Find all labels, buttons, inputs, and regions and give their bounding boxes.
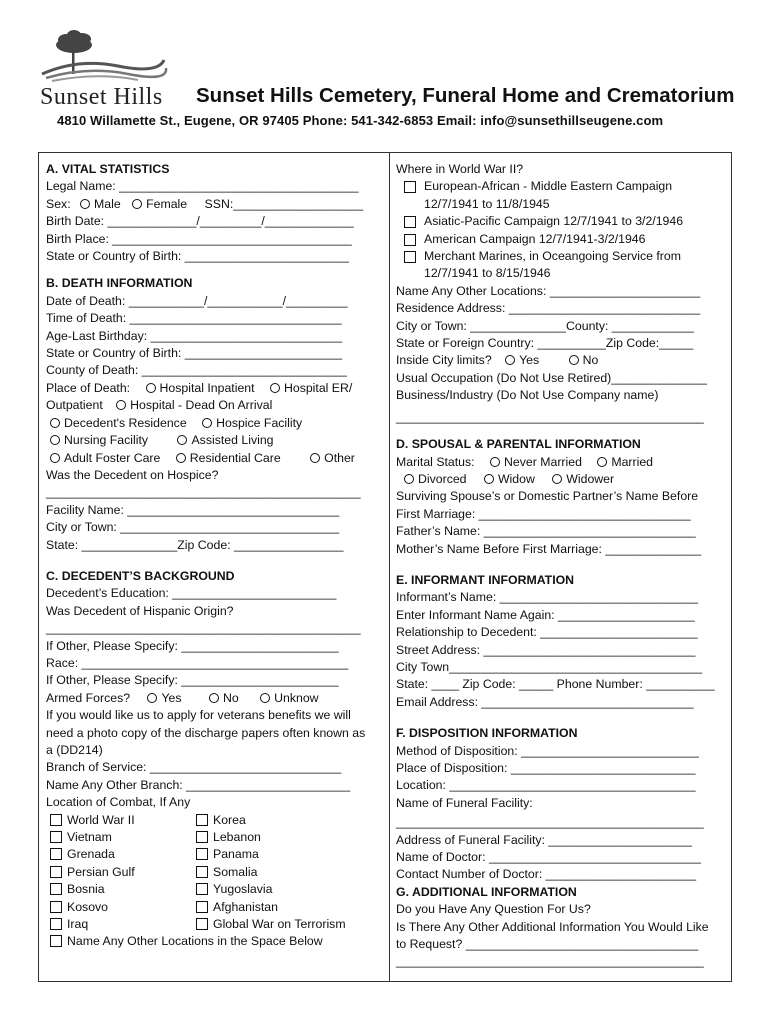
- contact-info: 4810 Willamette St., Eugene, OR 97405 Phone: 541-342-6853 Email: info@sunsethillseugene.com: [57, 113, 664, 128]
- other-radio[interactable]: [310, 453, 320, 463]
- checkbox-asiatic-pacific[interactable]: [404, 216, 416, 228]
- location-field[interactable]: Location: ____________________________________: [396, 778, 696, 793]
- age-field[interactable]: Age-Last Birthday: ____________________________: [46, 328, 343, 343]
- combat-label-persian-gulf: Persian Gulf: [67, 864, 135, 879]
- hispanic-other-field[interactable]: If Other, Please Specify: _______________________: [46, 638, 339, 653]
- section-d-heading: D. SPOUSAL & PARENTAL INFORMATION: [396, 437, 641, 452]
- combat-label-yugoslavia: Yugoslavia: [213, 882, 273, 897]
- checkbox-afghanistan[interactable]: [196, 901, 208, 913]
- residence-hospice-row: [46, 415, 384, 432]
- ww2-option-american: [396, 231, 726, 248]
- doctor-name-field[interactable]: Name of Doctor: _______________________________: [396, 850, 701, 865]
- combat-label-panama: Panama: [213, 847, 259, 862]
- inside-city-yes-label: Yes: [519, 353, 540, 368]
- veterans-note-3: a (DD214): [46, 743, 103, 757]
- checkbox-lebanon[interactable]: [196, 831, 208, 843]
- adult-foster-care-radio[interactable]: [50, 453, 60, 463]
- city-county-field[interactable]: City or Town: ______________County: ____________: [396, 318, 694, 333]
- hospital-inpatient-label: Hospital Inpatient: [159, 380, 255, 395]
- armed-yes-radio[interactable]: [147, 693, 157, 703]
- adult-foster-care-label: Adult Foster Care: [64, 450, 161, 465]
- race-other-field[interactable]: If Other, Please Specify: _______________________: [46, 673, 339, 688]
- armed-unknow-radio[interactable]: [260, 693, 270, 703]
- checkbox-world-war-ii[interactable]: [50, 814, 62, 826]
- facility-name-field[interactable]: Facility Name: _______________________________: [46, 502, 340, 517]
- hispanic-question: Was Decedent of Hispanic Origin?: [46, 603, 234, 618]
- ww2-option-merchant: [396, 248, 726, 283]
- additional-info-label: Is There Any Other Additional Information You Would Like: [396, 919, 709, 934]
- hospice-facility-radio[interactable]: [202, 418, 212, 428]
- hospital-inpatient-radio[interactable]: [146, 383, 156, 393]
- never-married-label: Never Married: [504, 454, 582, 469]
- first-marriage-field[interactable]: First Marriage: _______________________________: [396, 506, 691, 521]
- checkbox-global-war-on-terrorism[interactable]: [196, 918, 208, 930]
- other-label: Other: [324, 450, 355, 465]
- mother-name-field[interactable]: Mother’s Name Before First Marriage: ______________: [396, 541, 702, 556]
- other-locations-row: [46, 933, 384, 950]
- ww2-european-dates: 12/7/1941 to 11/8/1945: [424, 196, 550, 211]
- residence-address-field[interactable]: Residence Address: ____________________________: [396, 301, 701, 316]
- outpatient-label: Outpatient: [46, 398, 103, 413]
- male-radio[interactable]: [80, 199, 90, 209]
- date-of-death-field[interactable]: Date of Death: ___________/___________/_________: [46, 293, 348, 308]
- widower-radio[interactable]: [552, 474, 562, 484]
- right-column: [396, 161, 726, 971]
- married-radio[interactable]: [597, 457, 607, 467]
- state-zip-field[interactable]: State or Foreign Country: __________Zip Code:_____: [396, 336, 694, 351]
- ww2-option-european: [396, 178, 726, 213]
- method-of-disposition-field[interactable]: Method of Disposition: __________________________: [396, 743, 699, 758]
- nursing-facility-radio[interactable]: [50, 435, 60, 445]
- sex-row: [46, 196, 384, 213]
- hospital-doa-label: Hospital - Dead On Arrival: [130, 398, 273, 413]
- ssn-field[interactable]: SSN:___________________: [204, 196, 364, 211]
- other-branch-field[interactable]: Name Any Other Branch: ________________________: [46, 777, 351, 792]
- facility-address-field[interactable]: Address of Funeral Facility: _____________________: [396, 832, 693, 847]
- combat-label-afghanistan: Afghanistan: [213, 899, 278, 914]
- checkbox-european-african[interactable]: [404, 181, 416, 193]
- birth-state-field[interactable]: State or Country of Birth: ________________________: [46, 249, 349, 264]
- hospice-facility-label: Hospice Facility: [216, 415, 303, 430]
- combat-checkbox-grid: [46, 812, 384, 934]
- business-label: Business/Industry (Do Not Use Company name): [396, 388, 659, 403]
- informant-name-again-field[interactable]: Enter Informant Name Again: ____________________: [396, 607, 695, 622]
- armed-forces-row: [46, 690, 384, 707]
- marital-row-2: [396, 471, 726, 488]
- checkbox-panama[interactable]: [196, 848, 208, 860]
- ww2-american-label: American Campaign 12/7/1941-3/2/1946: [424, 231, 646, 246]
- city-town-field[interactable]: City Town_____________________________________: [396, 659, 703, 674]
- section-g-heading: G. ADDITIONAL INFORMATION: [396, 884, 577, 899]
- checkbox-persian-gulf[interactable]: [50, 866, 62, 878]
- sex-label: Sex:: [46, 196, 71, 211]
- legal-name-field[interactable]: Legal Name: ___________________________________: [46, 179, 359, 194]
- section-b-heading: B. DEATH INFORMATION: [46, 276, 193, 291]
- hospital-er-label: Hospital ER/: [283, 380, 353, 395]
- checkbox-kosovo[interactable]: [50, 901, 62, 913]
- checkbox-vietnam[interactable]: [50, 831, 62, 843]
- funeral-facility-label: Name of Funeral Facility:: [396, 795, 533, 810]
- marital-row: [396, 454, 726, 471]
- divorced-radio[interactable]: [404, 474, 414, 484]
- business-field[interactable]: _____________________________________________: [396, 409, 704, 424]
- death-state-field[interactable]: State or Country of Birth: _______________________: [46, 346, 343, 361]
- place-of-disposition-field[interactable]: Place of Disposition: ___________________________: [396, 761, 696, 775]
- inside-city-yes-radio[interactable]: [505, 355, 515, 365]
- on-hospice-question: Was the Decedent on Hospice?: [46, 467, 219, 482]
- city-town-field[interactable]: City or Town: ________________________________: [46, 520, 340, 535]
- street-address-field[interactable]: Street Address: _______________________________: [396, 642, 696, 657]
- race-field[interactable]: Race: _______________________________________: [46, 655, 349, 670]
- widow-radio[interactable]: [484, 474, 494, 484]
- nursing-facility-label: Nursing Facility: [64, 433, 149, 448]
- female-label: Female: [146, 196, 188, 211]
- checkbox-bosnia[interactable]: [50, 883, 62, 895]
- armed-no-radio[interactable]: [209, 693, 219, 703]
- section-c-heading: C. DECEDENT’S BACKGROUND: [46, 568, 235, 583]
- ww2-option-asiatic: [396, 213, 726, 230]
- checkbox-merchant-marines[interactable]: [404, 251, 416, 263]
- birth-place-field[interactable]: Birth Place: ___________________________________: [46, 231, 352, 246]
- divorced-label: Divorced: [418, 471, 467, 486]
- decedent-residence-label: Decedent's Residence: [64, 415, 187, 430]
- section-e-heading: E. INFORMANT INFORMATION: [396, 572, 575, 587]
- marital-label: Marital Status:: [396, 454, 475, 469]
- combat-label-bosnia: Bosnia: [67, 882, 105, 897]
- inside-city-no-label: No: [582, 353, 599, 368]
- checkbox-american-campaign[interactable]: [404, 234, 416, 246]
- section-a-heading: A. VITAL STATISTICS: [46, 162, 170, 176]
- county-field[interactable]: County of Death: ______________________________: [46, 363, 347, 378]
- checkbox-korea[interactable]: [196, 814, 208, 826]
- widow-label: Widow: [497, 471, 535, 486]
- father-name-field[interactable]: Father’s Name: _______________________________: [396, 524, 696, 539]
- checkbox-iraq[interactable]: [50, 918, 62, 930]
- veterans-note-2: need a photo copy of the discharge papers often known as: [46, 725, 366, 740]
- ww2-asiatic-label: Asiatic-Pacific Campaign 12/7/1941 to 3/2/1946: [424, 214, 684, 229]
- combat-label: Location of Combat, If Any: [46, 795, 191, 810]
- place-of-death-row: [46, 380, 384, 397]
- birth-date-field[interactable]: Birth Date: _____________/_________/_____________: [46, 214, 354, 229]
- never-married-radio[interactable]: [490, 457, 500, 467]
- male-label: Male: [94, 196, 121, 211]
- combat-label-global-war-on-terrorism: Global War on Terrorism: [213, 917, 346, 932]
- checkbox-grenada[interactable]: [50, 848, 62, 860]
- armed-unknow-label: Unknow: [274, 690, 319, 705]
- inside-city-label: Inside City limits?: [396, 353, 492, 368]
- ww2-merchant-dates: 12/7/1941 to 8/15/1946: [424, 266, 551, 281]
- other-locations-field[interactable]: Name Any Other Locations: ______________________: [396, 283, 701, 298]
- veterans-note-1: If you would like us to apply for veterans benefits we will: [46, 708, 351, 723]
- place-of-death-label: Place of Death:: [46, 380, 131, 395]
- combat-label-somalia: Somalia: [213, 864, 258, 879]
- time-of-death-field[interactable]: Time of Death: _______________________________: [46, 311, 342, 326]
- married-label: Married: [611, 454, 654, 469]
- spouse-name-label: Surviving Spouse’s or Domestic Partner’s Name Before: [396, 489, 699, 504]
- doctor-contact-field[interactable]: Contact Number of Doctor: ______________________: [396, 867, 697, 882]
- armed-no-label: No: [222, 690, 239, 705]
- hospital-er-radio[interactable]: [270, 383, 280, 393]
- ww2-european-label: European-African - Middle Eastern Campaign: [424, 179, 673, 194]
- combat-label-grenada: Grenada: [67, 847, 115, 862]
- foster-residential-row: [46, 450, 384, 467]
- outpatient-row: [46, 397, 384, 414]
- checkbox-somalia[interactable]: [196, 866, 208, 878]
- branch-field[interactable]: Branch of Service: ____________________________: [46, 760, 342, 775]
- question-label: Do you Have Any Question For Us?: [396, 902, 591, 917]
- checkbox-other-locations[interactable]: [50, 935, 62, 947]
- armed-forces-label: Armed Forces?: [46, 690, 131, 705]
- combat-label-korea: Korea: [213, 812, 246, 827]
- other-locations-label: Name Any Other Locations in the Space Below: [67, 934, 323, 949]
- column-divider: [389, 152, 390, 982]
- decedent-residence-radio[interactable]: [50, 418, 60, 428]
- inside-city-row: [396, 352, 726, 369]
- assisted-living-radio[interactable]: [177, 435, 187, 445]
- to-request-field[interactable]: to Request? __________________________________: [396, 937, 699, 952]
- occupation-field[interactable]: Usual Occupation (Do Not Use Retired)______________: [396, 370, 708, 385]
- widower-label: Widower: [566, 471, 615, 486]
- relationship-field[interactable]: Relationship to Decedent: _______________________: [396, 625, 698, 640]
- female-radio[interactable]: [132, 199, 142, 209]
- residential-care-radio[interactable]: [176, 453, 186, 463]
- hispanic-answer-field[interactable]: ______________________________________________: [46, 621, 361, 636]
- logo-wordmark: Sunset Hills: [40, 84, 163, 110]
- residential-care-label: Residential Care: [189, 450, 281, 465]
- combat-label-lebanon: Lebanon: [213, 830, 261, 845]
- combat-label-world-war-ii: World War II: [67, 812, 135, 827]
- education-field[interactable]: Decedent’s Education: ________________________: [46, 586, 337, 601]
- combat-label-vietnam: Vietnam: [67, 830, 112, 845]
- state-zip-phone-field[interactable]: State: ____ Zip Code: _____ Phone Number: __________: [396, 677, 715, 692]
- funeral-facility-field[interactable]: _____________________________________________: [396, 815, 704, 830]
- ww2-question: Where in World War II?: [396, 162, 524, 176]
- armed-yes-label: Yes: [161, 690, 182, 705]
- nursing-assisted-row: [46, 432, 384, 449]
- section-f-heading: F. DISPOSITION INFORMATION: [396, 726, 578, 741]
- ww2-merchant-label: Merchant Marines, in Oceangoing Service from: [424, 249, 681, 264]
- on-hospice-answer-field[interactable]: ______________________________________________: [46, 485, 361, 500]
- additional-info-field[interactable]: _____________________________________________: [396, 954, 704, 969]
- email-field[interactable]: Email Address: _______________________________: [396, 694, 694, 709]
- left-column: [46, 161, 384, 951]
- inside-city-no-radio[interactable]: [569, 355, 579, 365]
- informant-name-field[interactable]: Informant’s Name: _____________________________: [396, 590, 698, 605]
- combat-label-kosovo: Kosovo: [67, 899, 109, 914]
- combat-label-iraq: Iraq: [67, 917, 89, 932]
- hospital-doa-radio[interactable]: [116, 400, 126, 410]
- page-title: Sunset Hills Cemetery, Funeral Home and Crematorium: [196, 84, 735, 107]
- state-zip-field[interactable]: State: ______________Zip Code: ________________: [46, 537, 344, 552]
- assisted-living-label: Assisted Living: [191, 433, 274, 448]
- checkbox-yugoslavia[interactable]: [196, 883, 208, 895]
